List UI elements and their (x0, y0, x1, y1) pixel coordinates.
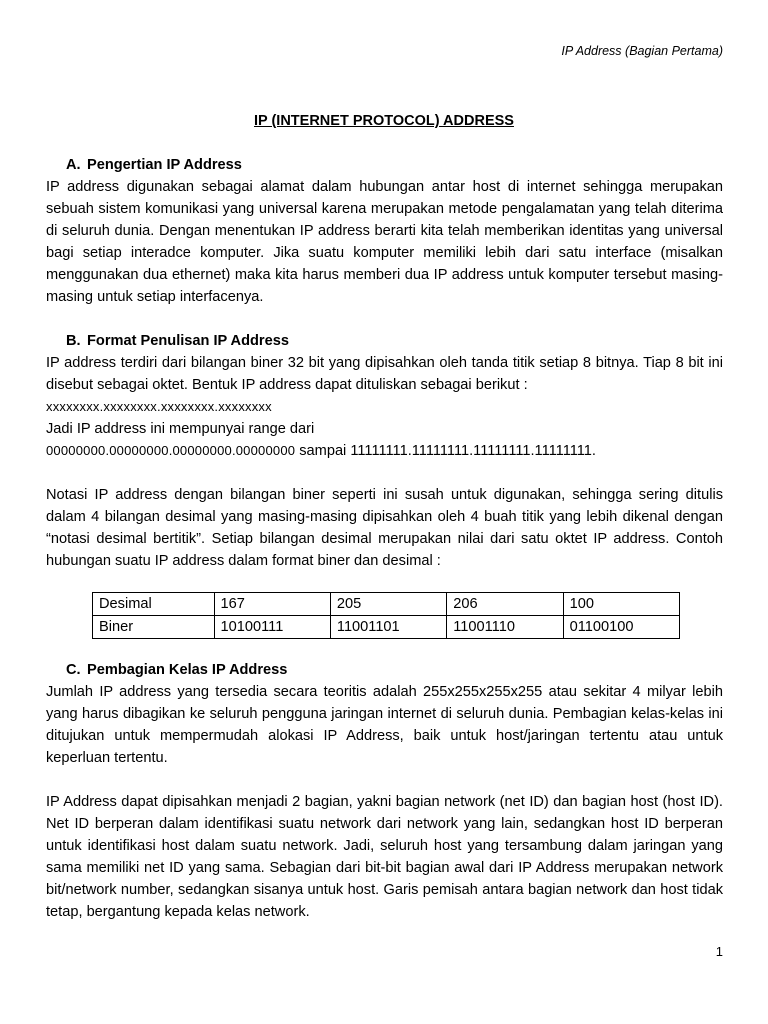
document-title: IP (INTERNET PROTOCOL) ADDRESS (254, 113, 514, 129)
section-b-letter: B. (66, 333, 81, 349)
section-c-heading (46, 659, 723, 681)
table-cell: Desimal (93, 593, 215, 616)
range-separator: sampai (295, 443, 351, 459)
table-row (93, 593, 680, 616)
table-cell: 206 (447, 593, 563, 616)
ip-range-line (46, 440, 723, 462)
table-row (93, 616, 680, 639)
section-c-title: Pembagian Kelas IP Address (87, 662, 288, 678)
notation-paragraph: Notasi IP address dengan bilangan biner seperti ini susah untuk digunakan, sehingga sering ditulis dalam 4 bilangan desimal yang masing-masing dipisahkan oleh 4 buah titik yang lebih dikenal dengan “notasi desimal bertitik”. Setiap bilangan desimal merupakan nilai dari satu oktet IP address. Contoh hubungan suatu IP address dalam format biner dan desimal : (46, 487, 723, 569)
table-cell: 11001101 (330, 616, 446, 639)
table-cell: 10100111 (214, 616, 330, 639)
table-cell: Biner (93, 616, 215, 639)
section-a-heading (46, 154, 723, 176)
range-end-punct: . (591, 443, 596, 459)
table-cell: 11001110 (447, 616, 563, 639)
document-body (46, 154, 723, 923)
ip-conversion-table (92, 592, 680, 639)
table-cell: 205 (330, 593, 446, 616)
table-cell: 01100100 (563, 616, 679, 639)
page-number: 1 (715, 944, 723, 959)
range-start: 00000000.00000000.00000000.00000000 (46, 443, 296, 458)
section-b-paragraph: IP address terdiri dari bilangan biner 32 bit yang dipisahkan oleh tanda titik setiap 8 bitnya. Tiap 8 bit ini disebut sebagai oktet. Bentuk IP address dapat dituliskan sebagai berikut : (46, 355, 723, 393)
range-end: 11111111.11111111.11111111.11111111 (350, 443, 592, 459)
section-c-letter: C. (66, 662, 81, 678)
section-b-title: Format Penulisan IP Address (87, 333, 289, 349)
section-a-title: Pengertian IP Address (87, 157, 242, 173)
ip-format-line: xxxxxxxx.xxxxxxxx.xxxxxxxx.xxxxxxxx (46, 399, 272, 414)
section-c-paragraph-2: IP Address dapat dipisahkan menjadi 2 bagian, yakni bagian network (net ID) dan bagian host (host ID). Net ID berperan dalam identifikasi suatu network dari network yang lain, sedangkan host ID berperan untuk identifikasi host dalam suatu network. Jadi, seluruh host yang tersambung dalam jaringan yang sama memiliki net ID yang sama. Sebagian dari bit-bit bagian awal dari IP Address merupakan network bit/network number, sedangkan sisanya untuk host. Garis pemisah antara bagian network dan host tidak tetap, bergantung kepada kelas network. (46, 794, 723, 920)
table-cell: 100 (563, 593, 679, 616)
section-a-paragraph: IP address digunakan sebagai alamat dalam hubungan antar host di internet sehingga merupakan sebuah sistem komunikasi yang universal karena merupakan metode pengalamatan yang telah diterima di seluruh dunia. Dengan menentukan IP address berarti kita telah memberikan identitas yang universal bagi setiap interadce komputer. Jika suatu komputer memiliki lebih dari satu interface (misalkan menggunakan dua ethernet) maka kita harus memberi dua IP address untuk komputer tersebut masing-masing untuk setiap interfacenya. (46, 179, 723, 305)
running-header: IP Address (Bagian Pertama) (561, 44, 723, 58)
section-b-heading (46, 330, 723, 352)
section-a-letter: A. (66, 157, 81, 173)
range-intro: Jadi IP address ini mempunyai range dari (46, 421, 315, 437)
table-cell: 167 (214, 593, 330, 616)
section-c-paragraph: Jumlah IP address yang tersedia secara teoritis adalah 255x255x255x255 atau sekitar 4 milyar lebih yang harus dibagikan ke seluruh pengguna jaringan internet di seluruh dunia. Pembagian kelas-kelas ini ditujukan untuk mempermudah alokasi IP Address, baik untuk host/jaringan tertentu atau untuk keperluan tertentu. (46, 684, 723, 766)
